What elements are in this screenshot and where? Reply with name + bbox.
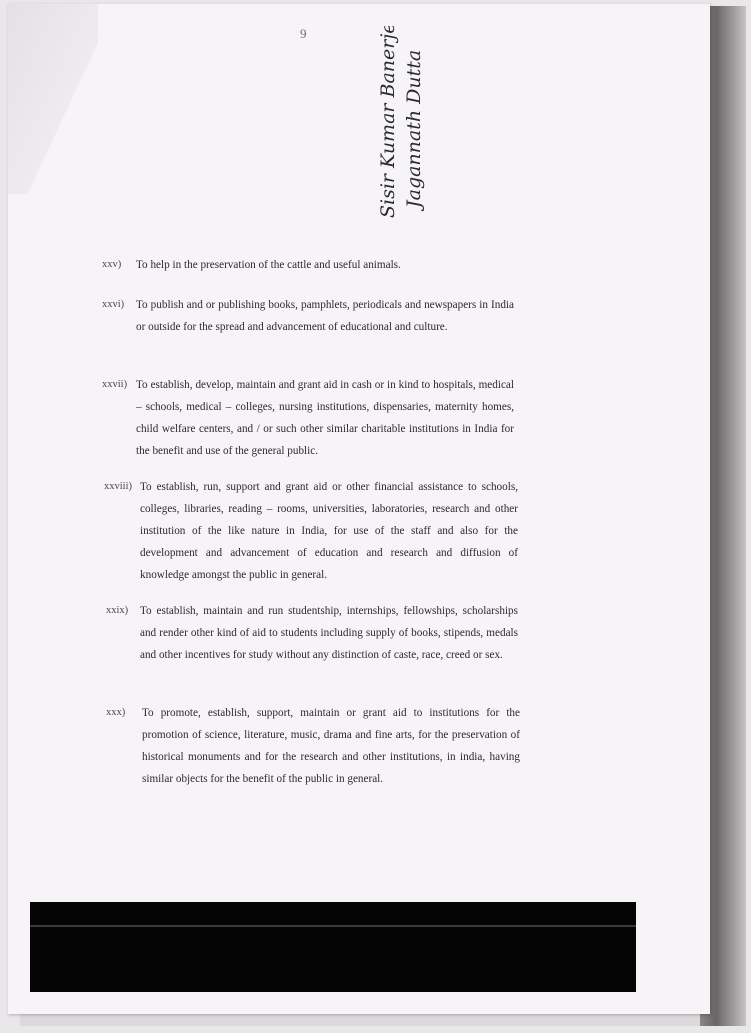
- clause-text: To promote, establish, support, maintain or grant aid to institutions for the promotion of science, literature, music, drama and fine arts, for the preservation of historical monuments and for the research and other institutions, in india, having similar objects for the benefit of the public in general.: [142, 707, 520, 785]
- signature-line-1: Sisir Kumar Banerjee: [377, 26, 399, 218]
- clause-number: xxvii): [102, 379, 128, 390]
- clause-number: xxviii): [104, 481, 132, 492]
- signature-line-2: Jagannath Dutta: [403, 49, 425, 208]
- clause-text: To publish and or publishing books, pamphlets, periodicals and newspapers in India or outside for the spread and advancement of educational and culture.: [136, 299, 514, 333]
- clause-number: xxv): [102, 259, 122, 270]
- page-fold: [8, 4, 98, 194]
- document-page: [8, 4, 710, 1014]
- clause-text: To help in the preservation of the cattle and useful animals.: [136, 259, 401, 271]
- page-number: 9: [300, 26, 307, 41]
- clause-text: To establish, run, support and grant aid or other financial assistance to schools, colleges, libraries, reading – rooms, universities, laboratories, research and other institution of the like nature in India, for use of the staff and also for the development and advancement of education and research and diffusion of knowledge amongst the public in general.: [140, 481, 518, 581]
- clause-number: xxvi): [102, 299, 125, 310]
- clause-text: To establish, develop, maintain and grant aid in cash or in kind to hospitals, medical – schools, medical – colleges, nursing institutions, dispensaries, maternity homes, child welfare centers, and / or such other similar charitable institutions in India for the benefit and use of the general public.: [136, 379, 514, 457]
- clause-text: To establish, maintain and run studentship, internships, fellowships, scholarships and render other kind of aid to students including supply of books, stipends, medals and other incentives for study without any distinction of caste, race, creed or sex.: [140, 605, 518, 661]
- clause-number: xxix): [106, 605, 129, 616]
- redaction-bar-line: [30, 925, 636, 927]
- redaction-bar: [30, 902, 636, 992]
- handwritten-signature: [358, 26, 438, 226]
- clause-number: xxx): [106, 707, 126, 718]
